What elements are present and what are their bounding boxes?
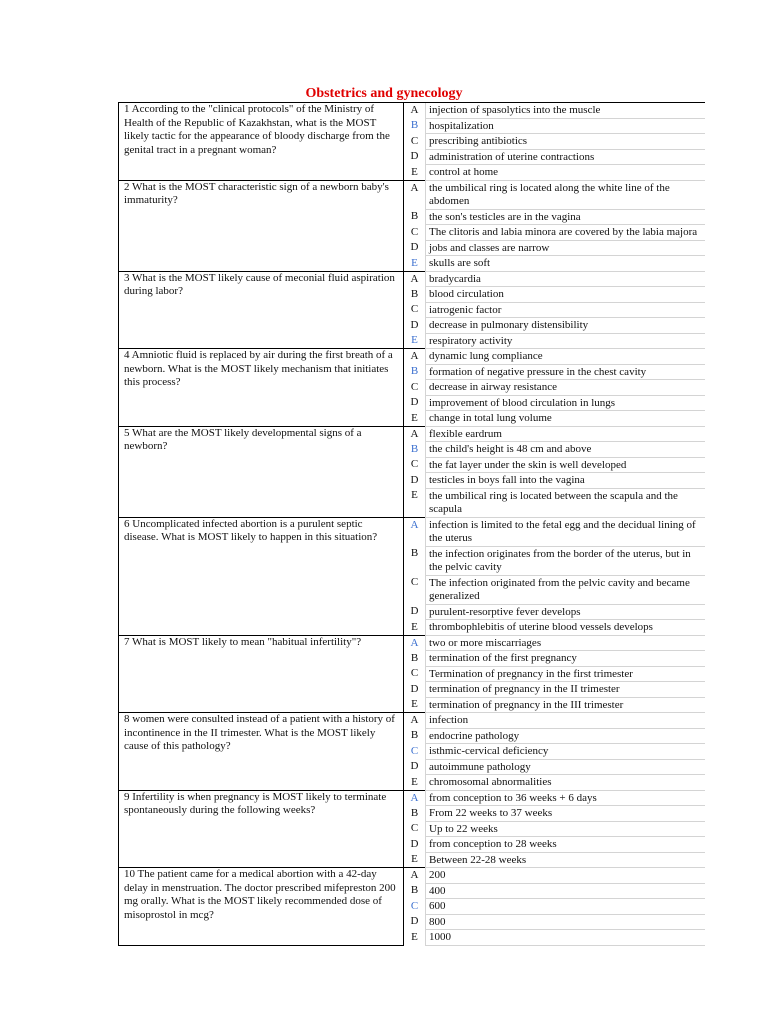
option-text: change in total lung volume (426, 411, 705, 427)
option-text: chromosomal abnormalities (426, 775, 705, 791)
option-text: from conception to 28 weeks (426, 837, 705, 853)
option-letter: D (410, 241, 419, 253)
question-text: 6 Uncomplicated infected abortion is a purulent septic disease. What is MOST likely to happen in this situation? (119, 517, 404, 635)
option-letter: E (411, 334, 418, 346)
option-letter: D (410, 915, 419, 927)
option-letter: B (410, 119, 419, 131)
option-row (119, 180, 705, 209)
option-letter: B (410, 884, 419, 896)
question-text: 1 According to the "clinical protocols" of the Ministry of Health of the Republic of Kazakhstan, what is the MOST likely tactic for the appearance of bloody discharge from the genital tract in a pregnant woman? (119, 103, 404, 181)
option-row (119, 271, 705, 287)
option-text: the infection originates from the border of the uterus, but in the pelvic cavity (426, 546, 705, 575)
option-text: Between 22-28 weeks (426, 852, 705, 868)
option-row (119, 713, 705, 729)
option-text: 400 (426, 883, 705, 899)
option-text: 1000 (426, 930, 705, 946)
option-text: administration of uterine contractions (426, 149, 705, 165)
option-text: purulent-resorptive fever develops (426, 604, 705, 620)
page-title: Obstetrics and gynecology (305, 86, 463, 101)
option-text: isthmic-cervical deficiency (426, 744, 705, 760)
option-letter: D (410, 318, 419, 331)
option-letter: B (410, 287, 419, 300)
option-letter: D (410, 760, 419, 772)
option-letter: E (411, 853, 418, 865)
option-letter: A (404, 517, 426, 546)
option-letter: B (410, 729, 419, 741)
option-letter: E (411, 775, 418, 788)
option-text: decrease in airway resistance (426, 380, 705, 396)
option-text: Up to 22 weeks (426, 821, 705, 837)
option-row (119, 349, 705, 365)
option-letter: C (410, 576, 419, 588)
option-text: skulls are soft (426, 256, 705, 272)
question-text: 3 What is the MOST likely cause of meconial fluid aspiration during labor? (119, 271, 404, 349)
option-letter: A (404, 426, 426, 442)
option-text: testicles in boys fall into the vagina (426, 473, 705, 489)
question-text: 5 What are the MOST likely developmental signs of a newborn? (119, 426, 404, 517)
option-text: formation of negative pressure in the chest cavity (426, 364, 705, 380)
option-letter: E (411, 489, 418, 501)
option-letter: D (410, 682, 419, 695)
option-text: termination of pregnancy in the II trimester (426, 682, 705, 698)
question-text: 8 women were consulted instead of a patient with a history of incontinence in the II trimester. What is the MOST likely cause of this pathology? (119, 713, 404, 791)
option-row (119, 790, 705, 806)
option-text: hospitalization (426, 118, 705, 134)
option-letter: B (410, 651, 419, 664)
option-letter: D (410, 473, 419, 486)
option-text: The infection originated from the pelvic cavity and became generalized (426, 575, 705, 604)
question-text: 2 What is the MOST characteristic sign of a newborn baby's immaturity? (119, 180, 404, 271)
option-letter: B (410, 365, 419, 377)
option-text: the child's height is 48 cm and above (426, 442, 705, 458)
option-text: flexible eardrum (426, 426, 705, 442)
option-letter: D (410, 837, 419, 850)
option-letter: A (404, 635, 426, 651)
option-text: 600 (426, 899, 705, 915)
option-letter: E (411, 930, 418, 943)
question-text: 9 Infertility is when pregnancy is MOST likely to terminate spontaneously during the following weeks? (119, 790, 404, 868)
option-letter: D (410, 396, 419, 408)
option-text: decrease in pulmonary distensibility (426, 318, 705, 334)
option-text: the son's testicles are in the vagina (426, 209, 705, 225)
option-text: 800 (426, 914, 705, 930)
option-letter: C (410, 822, 419, 834)
option-letter: E (411, 411, 418, 424)
option-letter: C (410, 744, 419, 757)
option-letter: B (410, 806, 419, 819)
question-table (118, 102, 705, 946)
option-text: infection is limited to the fetal egg and the decidual lining of the uterus (426, 517, 705, 546)
option-text: blood circulation (426, 287, 705, 303)
option-letter: B (410, 547, 419, 559)
option-text: jobs and classes are narrow (426, 240, 705, 256)
option-letter: A (404, 180, 426, 209)
option-text: the fat layer under the skin is well developed (426, 457, 705, 473)
option-letter: A (404, 271, 426, 287)
option-text: respiratory activity (426, 333, 705, 349)
option-row (119, 517, 705, 546)
option-text: 200 (426, 868, 705, 884)
option-text: From 22 weeks to 37 weeks (426, 806, 705, 822)
option-letter: A (404, 868, 426, 884)
option-text: termination of pregnancy in the III trimester (426, 697, 705, 713)
option-letter: C (410, 458, 419, 470)
option-letter: D (410, 605, 419, 617)
option-text: iatrogenic factor (426, 302, 705, 318)
option-letter: B (410, 210, 419, 222)
option-letter: E (411, 620, 418, 633)
option-letter: B (410, 442, 419, 455)
option-text: the umbilical ring is located between the scapula and the scapula (426, 488, 705, 517)
option-row (119, 635, 705, 651)
option-letter: A (404, 103, 426, 119)
option-letter: C (410, 667, 419, 679)
option-text: endocrine pathology (426, 728, 705, 744)
option-letter: A (404, 349, 426, 365)
option-row (119, 868, 705, 884)
question-text: 10 The patient came for a medical abortion with a 42-day delay in menstruation. The doctor prescribed mifepreston 200 mg orally. What is the MOST likely recommended dose of misoprostol in mcg? (119, 868, 404, 946)
option-text: thrombophlebitis of uterine blood vessels develops (426, 620, 705, 636)
option-letter: E (411, 256, 418, 269)
option-text: control at home (426, 165, 705, 181)
option-text: Termination of pregnancy in the first trimester (426, 666, 705, 682)
option-row (119, 103, 705, 119)
option-letter: E (411, 165, 418, 178)
option-text: improvement of blood circulation in lungs (426, 395, 705, 411)
option-letter: A (404, 790, 426, 806)
option-letter: C (410, 134, 419, 147)
question-text: 4 Amniotic fluid is replaced by air during the first breath of a newborn. What is the MOST likely mechanism that initiates this process? (119, 349, 404, 427)
option-letter: C (410, 380, 419, 393)
option-text: from conception to 36 weeks + 6 days (426, 790, 705, 806)
option-letter: D (410, 150, 419, 162)
option-text: infection (426, 713, 705, 729)
option-text: prescribing antibiotics (426, 134, 705, 150)
question-text: 7 What is MOST likely to mean "habitual infertility"? (119, 635, 404, 713)
option-text: two or more miscarriages (426, 635, 705, 651)
option-letter: C (410, 225, 419, 238)
option-text: dynamic lung compliance (426, 349, 705, 365)
option-text: The clitoris and labia minora are covered by the labia majora (426, 225, 705, 241)
option-letter: A (404, 713, 426, 729)
option-text: injection of spasolytics into the muscle (426, 103, 705, 119)
option-text: autoimmune pathology (426, 759, 705, 775)
option-text: bradycardia (426, 271, 705, 287)
option-letter: C (410, 303, 419, 315)
option-text: the umbilical ring is located along the white line of the abdomen (426, 180, 705, 209)
option-text: termination of the first pregnancy (426, 651, 705, 667)
option-letter: C (410, 899, 419, 912)
option-row (119, 426, 705, 442)
option-letter: E (411, 698, 418, 710)
